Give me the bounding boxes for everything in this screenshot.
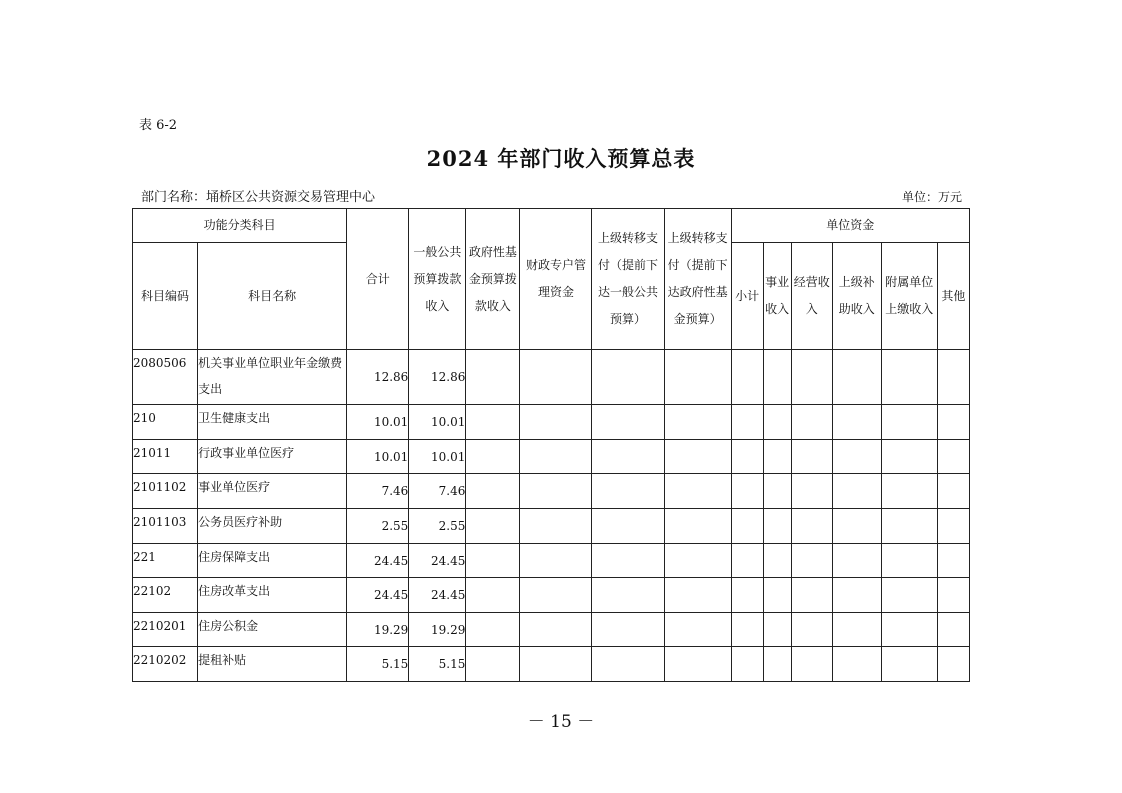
row-general-budget: 19.29 [409,613,466,647]
row-total: 24.45 [347,544,409,578]
page-title: 2024 年部门收入预算总表 [426,146,696,171]
row-code: 21011 [133,440,198,474]
table-row [133,474,970,509]
row-total: 24.45 [347,578,409,613]
table-body [133,350,970,682]
table-row [133,544,970,578]
row-code: 2210202 [133,647,198,682]
budget-table [132,208,970,682]
row-code: 2101102 [133,474,198,509]
table-label: 表 6-2 [139,118,178,133]
row-code: 221 [133,544,198,578]
header-business-income: 事业收入 [763,243,791,350]
page-number: － 15 － [527,712,595,732]
table-row [133,405,970,440]
row-name: 住房改革支出 [198,578,347,613]
row-code: 2210201 [133,613,198,647]
table-row [133,647,970,682]
row-code: 2080506 [133,350,198,405]
unit-label: 单位：万元 [901,190,962,204]
row-general-budget: 10.01 [409,405,466,440]
row-name: 事业单位医疗 [198,474,347,509]
row-total: 12.86 [347,350,409,405]
table-row [133,613,970,647]
row-total: 7.46 [347,474,409,509]
header-general-budget: 一般公共预算拨款收入 [409,209,466,350]
row-name: 机关事业单位职业年金缴费支出 [198,350,347,405]
row-total: 10.01 [347,405,409,440]
row-code: 2101103 [133,509,198,544]
row-code: 210 [133,405,198,440]
row-name: 住房保障支出 [198,544,347,578]
header-affiliated-income: 附属单位上缴收入 [881,243,937,350]
row-general-budget: 10.01 [409,440,466,474]
table-row [133,509,970,544]
row-name: 公务员医疗补助 [198,509,347,544]
row-name: 卫生健康支出 [198,405,347,440]
row-general-budget: 2.55 [409,509,466,544]
row-total: 19.29 [347,613,409,647]
header-gov-fund: 政府性基金预算拨款收入 [466,209,520,350]
header-transfer-general: 上级转移支付（提前下达一般公共预算） [592,209,664,350]
row-general-budget: 24.45 [409,578,466,613]
row-total: 5.15 [347,647,409,682]
header-other: 其他 [937,243,969,350]
header-code: 科目编码 [133,243,198,350]
table-row [133,578,970,613]
header-transfer-fund: 上级转移支付（提前下达政府性基金预算） [664,209,731,350]
row-total: 10.01 [347,440,409,474]
header-superior-subsidy: 上级补助收入 [832,243,881,350]
header-func-category: 功能分类科目 [133,209,347,243]
table-row [133,350,970,405]
row-name: 提租补贴 [198,647,347,682]
header-special-fund: 财政专户管理资金 [520,209,592,350]
table-row [133,440,970,474]
header-unit-funds: 单位资金 [731,209,969,243]
table-header [133,209,970,350]
header-subtotal: 小计 [731,243,763,350]
row-general-budget: 7.46 [409,474,466,509]
row-name: 行政事业单位医疗 [198,440,347,474]
header-operating-income: 经营收入 [791,243,832,350]
row-general-budget: 12.86 [409,350,466,405]
row-general-budget: 5.15 [409,647,466,682]
row-code: 22102 [133,578,198,613]
row-general-budget: 24.45 [409,544,466,578]
header-name: 科目名称 [198,243,347,350]
header-total: 合计 [347,209,409,350]
department-name: 部门名称：埇桥区公共资源交易管理中心 [141,190,376,205]
row-name: 住房公积金 [198,613,347,647]
row-total: 2.55 [347,509,409,544]
